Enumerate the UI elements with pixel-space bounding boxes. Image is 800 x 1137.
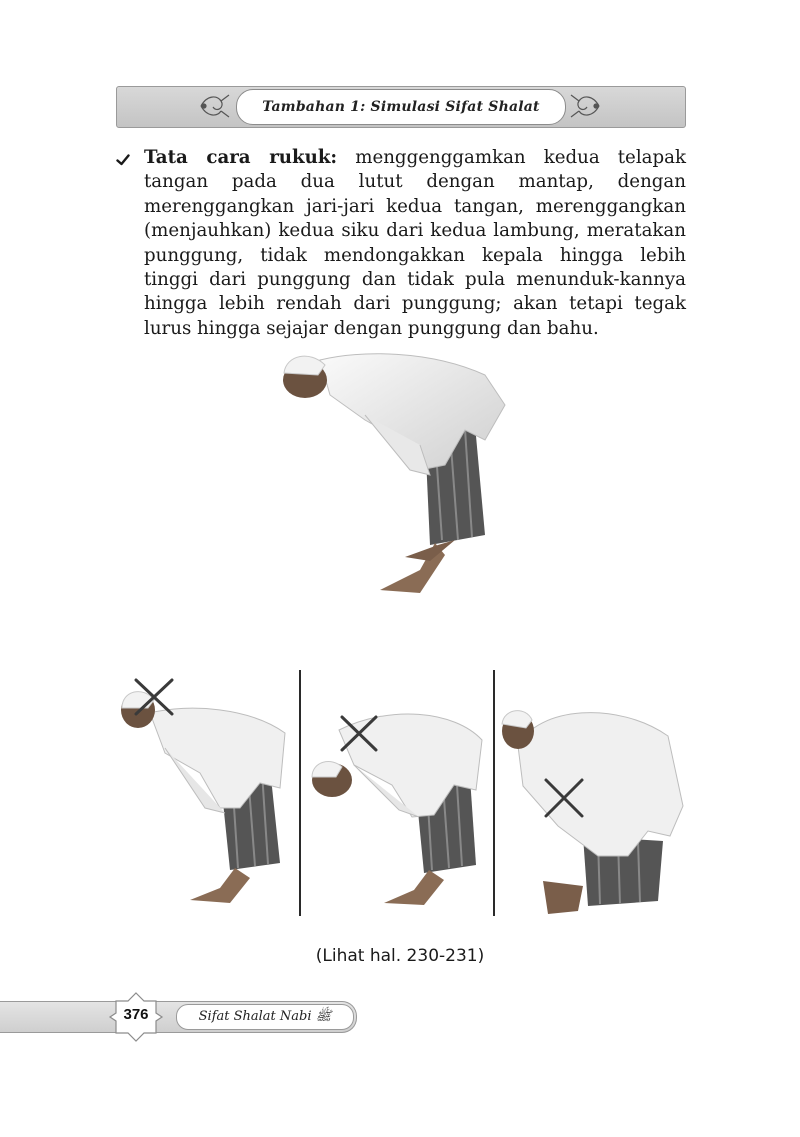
bullet-text: menggenggamkan kedua telapak tangan pada dua lutut dengan mantap, dengan merenggangkan jari-jari kedua tangan, merenggangkan (menjauhkan) kedua siku dari kedua lambung, meratakan punggung, tidak mendongakkan kepala hingga lebih tinggi dari punggung dan tidak pula menunduk-kannya hingga lebih rendah dari punggung; akan tetapi tegak lurus hingga sejajar dengan punggung dan bahu. <box>144 147 686 339</box>
photo-incorrect-back-curved <box>498 706 688 918</box>
bullet-paragraph <box>144 146 686 341</box>
ornament-right-icon <box>565 89 605 123</box>
bullet-item-rukuk <box>116 146 686 341</box>
footer-title-pill <box>176 1004 354 1030</box>
photo-correct-rukuk <box>270 345 520 600</box>
figure-caption: (Lihat hal. 230-231) <box>315 946 485 966</box>
check-icon <box>116 154 130 166</box>
ornament-left-icon <box>195 89 235 123</box>
page-header-title: Tambahan 1: Simulasi Sifat Shalat <box>262 99 540 115</box>
divider-line <box>299 670 301 916</box>
header-title-pill <box>236 89 566 125</box>
bullet-label: Tata cara rukuk: <box>144 147 338 168</box>
page-number: 376 <box>123 1006 149 1023</box>
photo-incorrect-head-lowered <box>304 705 489 910</box>
divider-line <box>493 670 495 916</box>
photo-incorrect-head-raised <box>110 678 295 910</box>
footer-book-title: Sifat Shalat Nabi ﷺ <box>198 1008 332 1024</box>
